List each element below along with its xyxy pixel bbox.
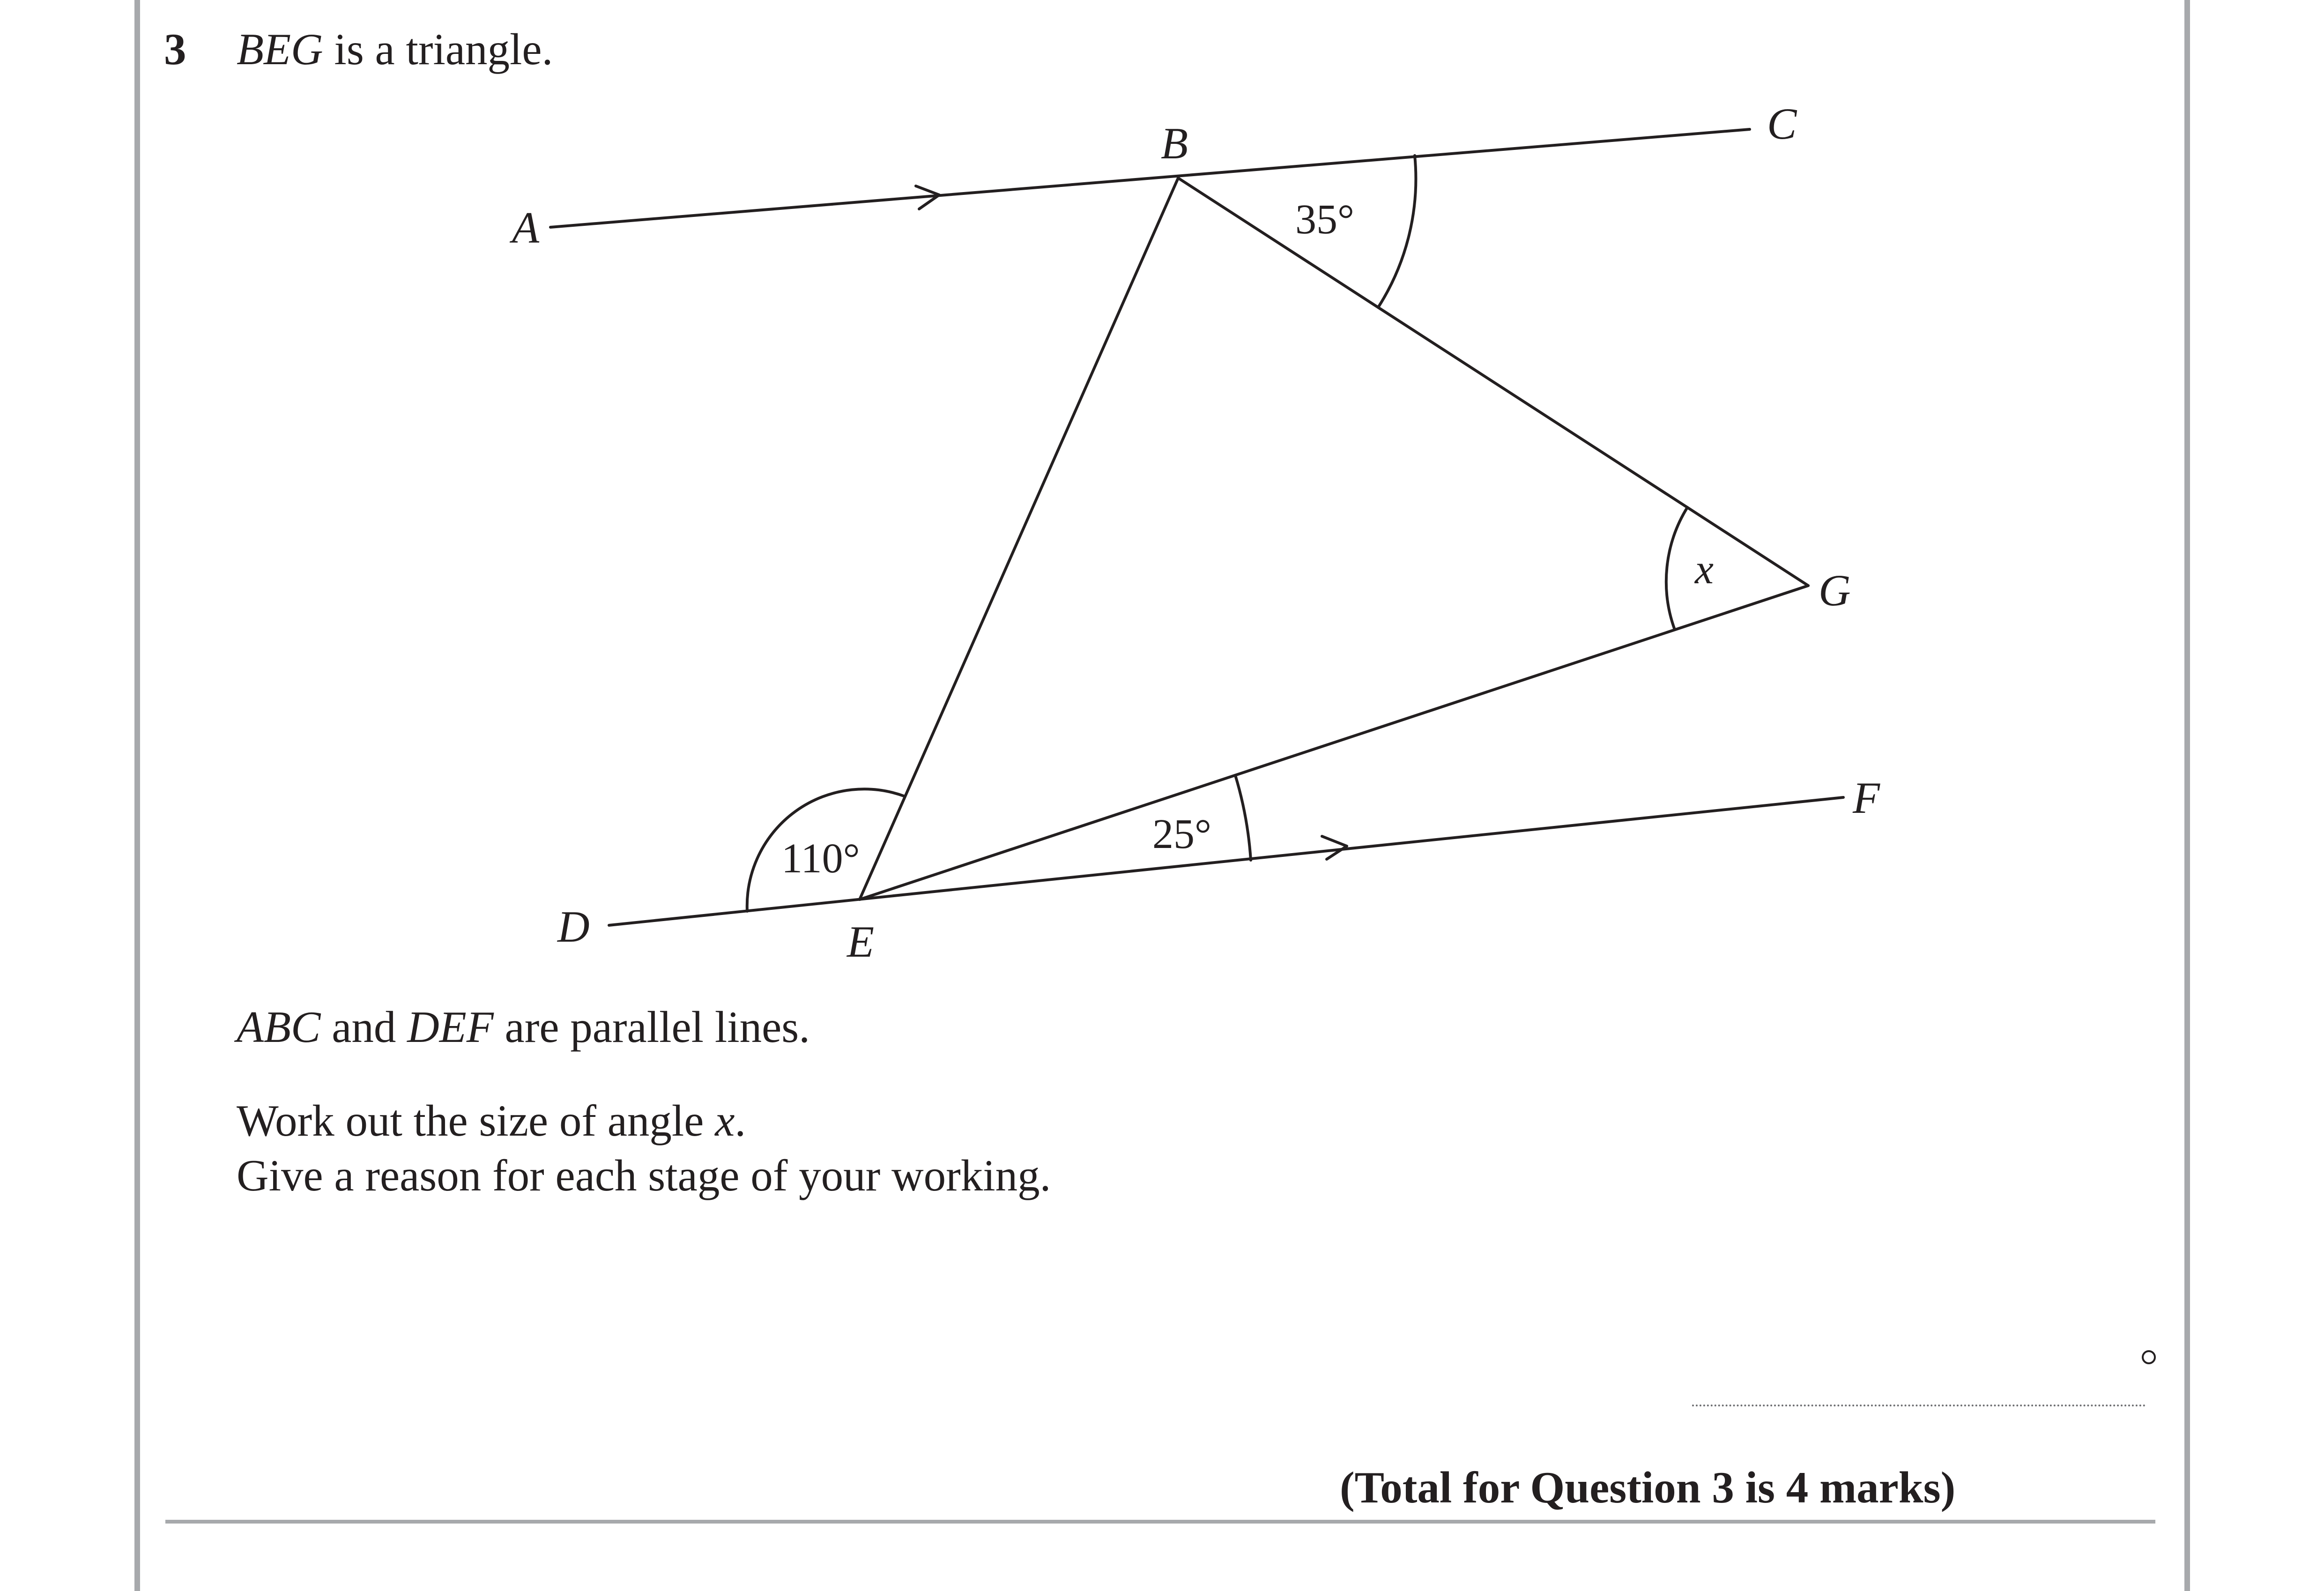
line-abc (550, 129, 1750, 227)
parallel-arrow-def (1322, 836, 1347, 859)
angle-label-x: x (1695, 546, 1714, 593)
bottom-rule (165, 1520, 2155, 1524)
point-label-d: D (557, 902, 590, 952)
angle-label-110: 110° (781, 835, 860, 882)
answer-line[interactable] (1692, 1405, 2146, 1406)
arc-angle-cbg (1378, 156, 1416, 307)
parallel-line-def: DEF (407, 1002, 494, 1052)
parallel-statement (237, 1002, 810, 1052)
point-label-f: F (1853, 773, 1880, 823)
total-marks: (Total for Question 3 is 4 marks) (1340, 1463, 1956, 1512)
triangle-name: BEG (237, 24, 323, 74)
work-out-suffix: . (735, 1096, 746, 1145)
parallel-and: and (320, 1002, 408, 1052)
parallel-rest: are parallel lines. (493, 1002, 810, 1052)
work-out-variable: x (715, 1096, 735, 1145)
arc-angle-bge (1666, 507, 1687, 630)
parallel-line-abc: ABC (237, 1002, 321, 1052)
point-label-a: A (512, 203, 540, 253)
give-reason-instruction: Give a reason for each stage of your working. (237, 1151, 1051, 1200)
question-intro-text: is a triangle. (323, 24, 553, 74)
degree-symbol-icon (2142, 1350, 2156, 1364)
point-label-e: E (847, 917, 875, 966)
work-out-prefix: Work out the size of angle (237, 1096, 715, 1145)
point-label-c: C (1767, 99, 1797, 149)
side-be (860, 178, 1178, 900)
side-bg (1178, 178, 1808, 586)
work-out-instruction (237, 1096, 746, 1145)
angle-label-35: 35° (1295, 196, 1354, 243)
arc-angle-gef (1235, 775, 1251, 860)
point-label-g: G (1819, 565, 1851, 615)
point-label-b: B (1161, 119, 1188, 168)
angle-label-25: 25° (1152, 811, 1211, 857)
side-eg (860, 586, 1808, 900)
question-number: 3 (164, 24, 186, 74)
